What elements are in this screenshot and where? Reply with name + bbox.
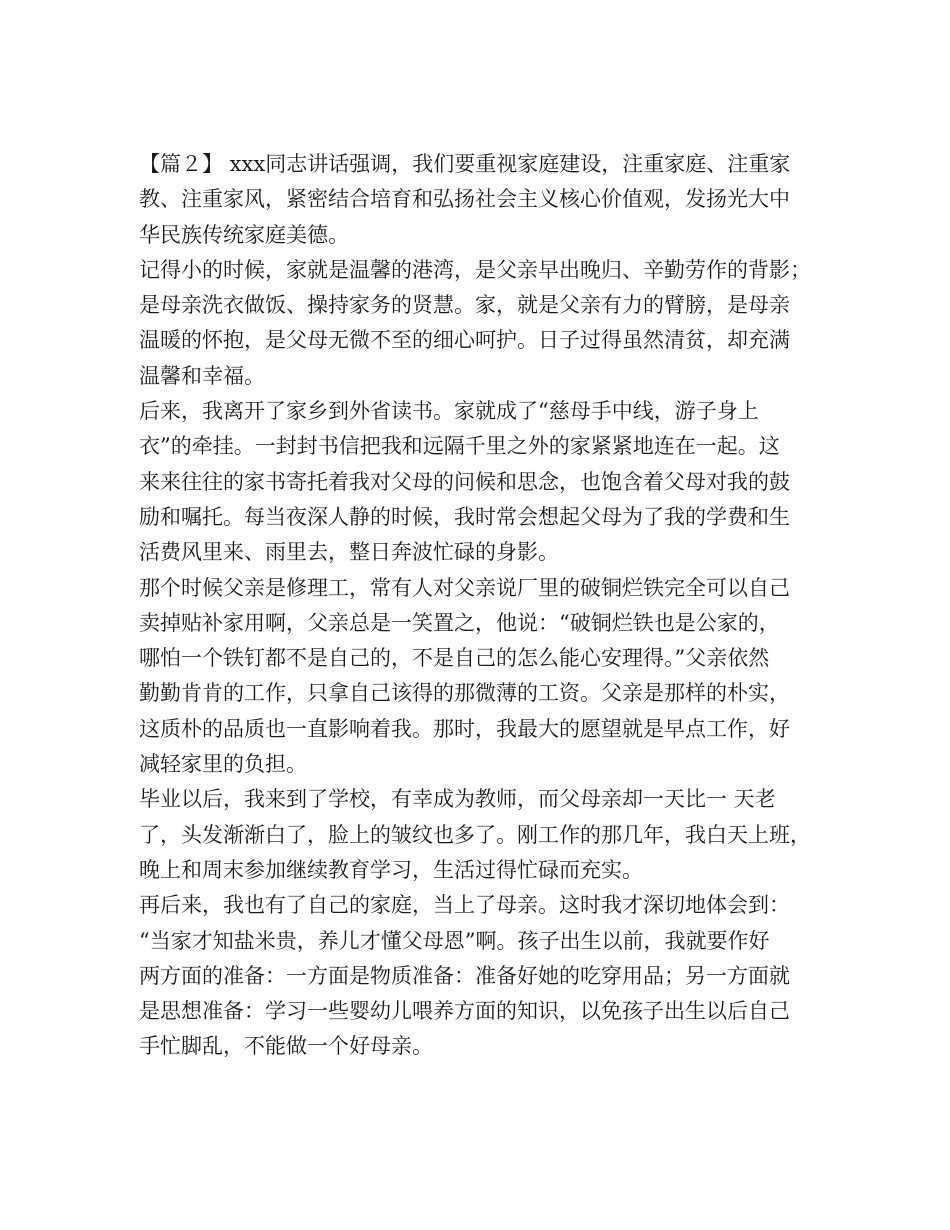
- text-line: 衣”的牵挂。一封封书信把我和远隔千里之外的家紧紧地连在一起。这: [139, 434, 780, 459]
- text-line: 那个时候父亲是修理工，常有人对父亲说厂里的破铜烂铁完全可以自己: [139, 575, 790, 600]
- text-line: 后来，我离开了家乡到外省读书。家就成了“慈母手中线，游子身上: [139, 399, 759, 424]
- text-line: 记得小的时候，家就是温馨的港湾，是父亲早出晚归、辛勤劳作的背影；: [139, 257, 811, 282]
- text-line: 手忙脚乱，不能做一个好母亲。: [139, 1034, 433, 1059]
- text-line: 晚上和周末参加继续教育学习，生活过得忙碌而充实。: [139, 857, 643, 882]
- text-line: 温馨和幸福。: [139, 363, 265, 388]
- text-line: “当家才知盐米贵，养儿才懂父母恩”啊。孩子出生以前，我就要作好: [139, 928, 770, 953]
- text-line: 温暖的怀抱，是父母无微不至的细心呵护。日子过得虽然清贫，却充满: [139, 328, 790, 353]
- text-line: 哪怕一个铁钉都不是自己的，不是自己的怎么能心安理得。”父亲依然: [139, 646, 770, 671]
- text-line: 卖掉贴补家用啊，父亲总是一笑置之，他说：“破铜烂铁也是公家的，: [139, 610, 780, 635]
- text-line: 勤勤肯肯的工作，只拿自己该得的那微薄的工资。父亲是那样的朴实，: [139, 681, 790, 706]
- document-body: [139, 147, 819, 1065]
- text-line: 减轻家里的负担。: [139, 752, 307, 777]
- text-line: 这质朴的品质也一直影响着我。那时，我最大的愿望就是早点工作，好: [139, 716, 790, 741]
- text-line: 华民族传统家庭美德。: [139, 222, 349, 247]
- text-line: 来来往往的家书寄托着我对父母的问候和思念，也饱含着父母对我的鼓: [139, 469, 790, 494]
- text-line: 再后来，我也有了自己的家庭，当上了母亲。这时我才深切地体会到：: [139, 893, 790, 918]
- text-line: 毕业以后，我来到了学校，有幸成为教师，而父母亲却一天比一 天老: [139, 787, 776, 812]
- text-line: 活费风里来、雨里去，整日奔波忙碌的身影。: [139, 540, 559, 565]
- text-line: 教、注重家风，紧密结合培育和弘扬社会主义核心价值观，发扬光大中: [139, 187, 790, 212]
- text-line: 两方面的准备：一方面是物质准备：准备好她的吃穿用品；另一方面就: [139, 963, 790, 988]
- text-line: 【篇２】 xxx同志讲话强调，我们要重视家庭建设，注重家庭、注重家: [139, 152, 791, 176]
- text-line: 是母亲洗衣做饭、操持家务的贤慧。家，就是父亲有力的臂膀，是母亲: [139, 293, 790, 318]
- text-line: 励和嘱托。每当夜深人静的时候，我时常会想起父母为了我的学费和生: [139, 504, 790, 529]
- text-line: 了，头发渐渐白了，脸上的皱纹也多了。刚工作的那几年，我白天上班，: [139, 822, 811, 847]
- text-line: 是思想准备：学习一些婴幼儿喂养方面的知识，以免孩子出生以后自己: [139, 999, 790, 1024]
